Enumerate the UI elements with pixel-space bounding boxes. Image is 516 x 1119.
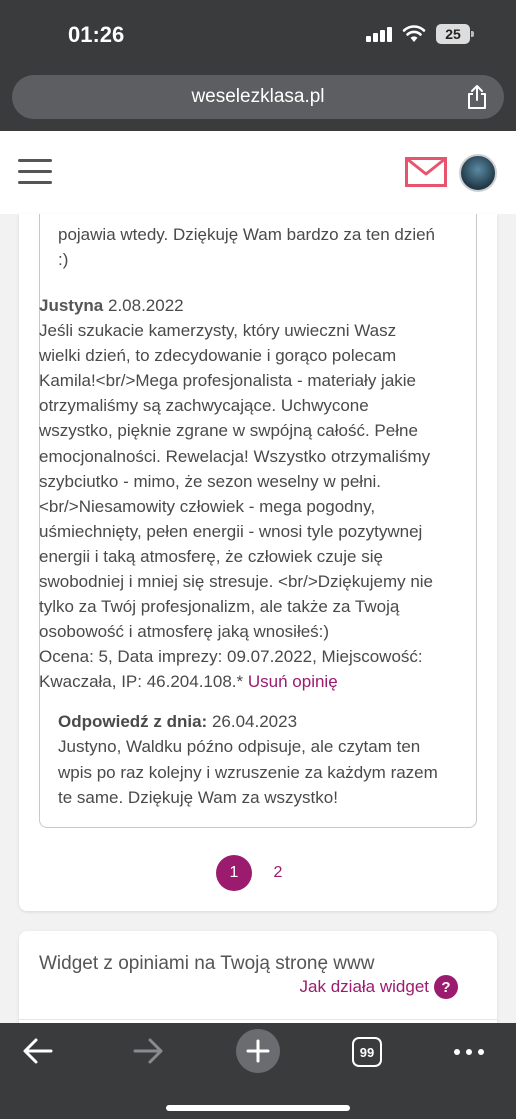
review-body-line: <br/>Niesamowity człowiek - mega pogodny, xyxy=(39,496,376,516)
reply-line: te same. Dziękuję Wam za wszystko! xyxy=(58,787,338,807)
widget-title: Widget z opiniami na Twoją stronę www xyxy=(39,953,375,974)
review-body-line: szybciutko - mimo, że sezon weselny w pełni. xyxy=(39,471,382,491)
site-header xyxy=(0,131,516,214)
review-author: Justyna xyxy=(39,296,104,315)
reply-date: 26.04.2023 xyxy=(211,712,298,731)
more-icon[interactable] xyxy=(454,1049,484,1055)
url-text: weselezklasa.pl xyxy=(191,86,325,107)
hamburger-icon[interactable] xyxy=(18,159,52,185)
widget-help-link[interactable]: Jak działa widget xyxy=(299,977,429,996)
review-date: 2.08.2022 xyxy=(107,296,184,315)
help-icon[interactable]: ? xyxy=(434,975,458,999)
review-body-line: Kamila!<br/>Mega profesjonalista - materiały jakie xyxy=(39,371,417,391)
review-body-line: swobodniej i mniej się stresuje. <br/>Dziękujemy nie xyxy=(39,572,434,592)
widget-card xyxy=(19,931,497,1031)
plus-icon[interactable] xyxy=(236,1029,280,1073)
envelope-icon[interactable] xyxy=(405,157,447,187)
review-body-line: tylko za Twój profesjonalizm, ale także za Twoją xyxy=(39,597,400,617)
page-2-link[interactable]: 2 xyxy=(273,864,283,881)
reply-line: Justyno, Waldku późno odpisuje, ale czytam ten xyxy=(58,737,421,757)
wifi-icon xyxy=(402,25,426,43)
divider xyxy=(19,1019,497,1020)
review-meta-line: Ocena: 5, Data imprezy: 09.07.2022, Miejscowość: xyxy=(39,647,423,667)
review xyxy=(39,293,459,695)
review-body-line: energii i taką atmosferę, że człowiek czuje się xyxy=(39,546,383,566)
previous-reply-line: pojawia wtedy. Dziękuję Wam bardzo za ten dzień xyxy=(58,225,436,244)
reply-header xyxy=(58,709,463,734)
browser-toolbar xyxy=(0,1023,516,1119)
delete-review-link[interactable]: Usuń opinię xyxy=(247,672,338,692)
owner-reply xyxy=(58,709,463,810)
page-1-button[interactable]: 1 xyxy=(216,855,252,891)
pagination xyxy=(216,855,288,891)
previous-reply-line: :) xyxy=(58,250,69,269)
tabs-icon[interactable]: 99 xyxy=(352,1037,382,1067)
previous-reply-text xyxy=(58,222,458,272)
browser-chrome xyxy=(0,0,516,131)
arrow-left-icon[interactable] xyxy=(22,1037,54,1065)
reply-label: Odpowiedź z dnia: xyxy=(58,712,208,731)
avatar[interactable] xyxy=(459,154,497,192)
url-bar[interactable] xyxy=(12,75,504,119)
review-ip: Kwaczała, IP: 46.204.108.* xyxy=(39,672,244,692)
review-body-line: uśmiechnięty, pełen energii - wnosi tyle pozytywnej xyxy=(39,521,423,541)
home-indicator xyxy=(166,1105,350,1111)
reply-line: wpis po raz kolejny i wzruszenie za każdym razem xyxy=(58,762,438,782)
battery-icon xyxy=(436,24,470,44)
review-body-line: wszystko, pięknie zgrane w swpójną całość. Pełne xyxy=(39,421,418,441)
review-body-line: osobowość i atmosferę jaką wnosiłeś:) xyxy=(39,622,330,642)
arrow-right-icon[interactable] xyxy=(132,1037,164,1065)
review-body-line: otrzymaliśmy są zachwycające. Uchwycone xyxy=(39,396,369,416)
review-meta-line xyxy=(39,669,459,694)
review-body-line: wielki dzień, to zdecydowanie i gorąco polecam xyxy=(39,346,397,366)
battery-level: 25 xyxy=(445,26,461,42)
review-body-line: emocjonalności. Rewelacja! Wszystko otrzymaliśmy xyxy=(39,446,431,466)
review-header xyxy=(39,293,459,318)
status-icons xyxy=(366,24,470,44)
status-time: 01:26 xyxy=(68,22,125,47)
share-icon[interactable] xyxy=(466,84,488,110)
signal-icon xyxy=(366,27,392,42)
review-body-line: Jeśli szukacie kamerzysty, który uwieczni Wasz xyxy=(39,321,397,341)
